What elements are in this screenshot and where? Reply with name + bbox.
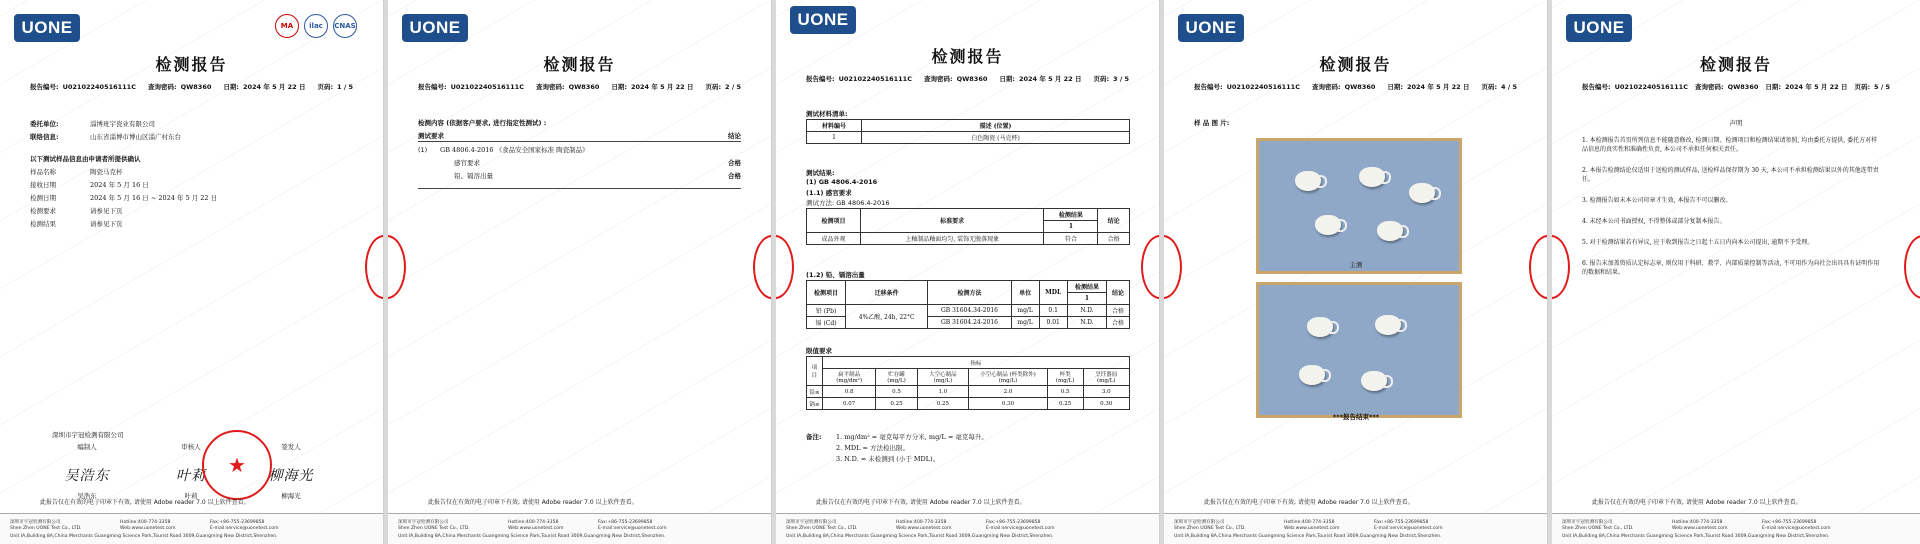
cnas-mark-icon: CNAS — [333, 14, 357, 38]
report-title: 检测报告 — [1699, 55, 1772, 74]
cma-mark-icon: MA — [275, 14, 299, 38]
page-footer: 深圳市宇冠检测有限公司 Shen Zhen UONE Test Co., LTD. Hotline:400-774-3358 Web:www.uonetest.com Fax:+86-755-23699858 E-mail:service@uonetest.com Unit IA,Building 8A,China Merchants Guangming Science Park,Tourist Road 3009,Guangming New District,Shenzhen. — [776, 513, 1159, 544]
report-title: 检测报告 — [931, 47, 1004, 66]
uone-logo: UONE — [1566, 14, 1632, 42]
sample-info-row: 接收日期 2024 年 5 月 16 日 — [30, 181, 149, 189]
test-results-heading: 测试结果: — [806, 169, 835, 177]
page-footer: 深圳市宇冠检测有限公司 Shen Zhen UONE Test Co., LTD. Hotline:400-774-3358 Web:www.uonetest.com Fax:+86-755-23699858 E-mail:service@uonetest.com Unit IA,Building 8A,China Merchants Guangming Science Park,Tourist Road 3009,Guangming New District,Shenzhen. — [1164, 513, 1547, 544]
col-conclusion: 结论 — [728, 132, 741, 140]
divider — [418, 141, 741, 142]
declaration-item: 3. 检测报告如未本公司印章才生效, 本报告不可以删改。 — [1582, 197, 1732, 204]
uone-logo: UONE — [1178, 14, 1244, 42]
report-header-line: 报告编号: U02102240516111C 查询密码: QW8360 日期: 2024 年 5 月 22 日 页码: 3 / 5 — [806, 75, 1129, 83]
seam-seal-icon — [1552, 235, 1570, 299]
sample-info-row: 检测日期 2024 年 5 月 16 日 ~ 2024 年 5 月 22 日 — [30, 194, 218, 202]
lead-cadmium-table: 检测项目 迁移条件 检测方法 单位 MDL 检测结果 结论 1 铅 (Pb) 4%乙酸, 24h, 22°C GB 31604.34-2016 mg/L 0.1 N.D. 合格 镉 (Cd) GB 31604.24-2016 mg/L 0.01 N.D. 合格 — [806, 280, 1130, 329]
report-page-1 — [0, 0, 384, 544]
report-header-line: 报告编号: U02102240516111C 查询密码: QW8360 日期: 2024 年 5 月 22 日 页码: 5 / 5 — [1582, 83, 1890, 91]
seam-seal-icon — [753, 235, 772, 299]
page-footer: 深圳市宇冠检测有限公司 Shen Zhen UONE Test Co., LTD. Hotline:400-774-3358 Web:www.uonetest.com Fax:+86-755-23699858 E-mail:service@uonetest.com Unit IA,Building 8A,China Merchants Guangming Science Park,Tourist Road 3009,Guangming New District,Shenzhen. — [388, 513, 771, 544]
sample-photo-secondary — [1256, 282, 1462, 418]
signature-image: 吴浩东 — [64, 468, 110, 484]
report-header-line: 报告编号: U02102240516111C 查询密码: QW8360 日期: 2024 年 5 月 22 日 页码: 4 / 5 — [1194, 83, 1517, 91]
declaration-item: 2. 本报告检测结论仅适用于送检的测试样品, 送检样品保存期为 30 天, 本公司不承担检测结果以外的其他连带责任。 — [1582, 167, 1879, 183]
footer-note: 此报告仅在有效的电子印章下有效, 请使用 Adobe reader 7.0 以上软件查看。 — [1592, 499, 1802, 506]
report-end-marker: ***报告结束*** — [1332, 413, 1380, 421]
table-row: 铅 (Pb) 4%乙酸, 24h, 22°C GB 31604.34-2016 mg/L 0.1 N.D. 合格 — [807, 305, 1130, 317]
sample-photo-main — [1256, 138, 1462, 274]
divider — [418, 188, 741, 189]
material-table: 材料编号 描述 (位置) 1 白色陶瓷 (马克杯) — [806, 119, 1130, 144]
page-footer: 深圳市宇冠检测有限公司 Shen Zhen UONE Test Co., LTD. Hotline:400-774-3358 Web:www.uonetest.com Fax:+86-755-23699858 E-mail:service@uonetest.com Unit IA,Building 8A,China Merchants Guangming Science Park,Tourist Road 3009,Guangming New District,Shenzhen. — [1552, 513, 1920, 544]
footer-note: 此报告仅在有效的电子印章下有效, 请使用 Adobe reader 7.0 以上软件查看。 — [40, 499, 250, 506]
page-number: 1 / 5 — [337, 83, 353, 91]
seam-seal-icon — [1164, 235, 1182, 299]
report-title: 检测报告 — [1319, 55, 1392, 74]
report-page-5 — [1552, 0, 1920, 544]
sample-info-row: 检测结果 请参见下页 — [30, 220, 123, 228]
report-header-line: 报告编号: U02102240516111C 查询密码: QW8360 日期: 2024 年 5 月 22 日 页码: 1 / 5 — [30, 83, 353, 91]
signature-image: 柳海光 — [268, 468, 314, 484]
declaration-item: 4. 未经本公司书面授权, 不得整体或部分复制本报告。 — [1582, 218, 1726, 225]
seam-seal-icon — [776, 235, 794, 299]
limit-table: 项目 指标 扁平制品 (mg/dm²) 贮存罐 (mg/L) 大空心制品 (mg/L) 小空心制品 (杯类除外) (mg/L) 杯类 (mg/L) 烹饪器皿 (mg/L) 铅≤ 0.8 0.5 1.0 2.0 0.5 3.0 镉≤ 0.07 0.25 0.25 0.30 0.25 0.30 — [806, 356, 1130, 410]
report-header-line: 报告编号: U02102240516111C 查询密码: QW8360 日期: 2024 年 5 月 22 日 页码: 2 / 5 — [418, 83, 741, 91]
lead-cadmium-heading: (1.2) 铅、镉溶出量 — [806, 271, 865, 279]
signer-issuer: 签发人 柳海光 柳海光 — [266, 442, 316, 500]
query-code: QW8360 — [180, 83, 212, 91]
test-item-list — [418, 144, 741, 183]
client-address: 山东省淄博市博山区淄广村东台 — [90, 133, 181, 141]
declaration-item: 6. 报告未加盖资质认定标志章, 则仅用于科研、教学、内部质量控制等活动, 不可用作为向社会出具具有证明作用的数据和结果。 — [1582, 260, 1880, 276]
table-row: 铅≤ 0.8 0.5 1.0 2.0 0.5 3.0 — [807, 386, 1130, 398]
report-title: 检测报告 — [155, 55, 228, 74]
test-method: 测试方法: GB 4806.4-2016 — [806, 199, 890, 207]
footer-note: 此报告仅在有效的电子印章下有效, 请使用 Adobe reader 7.0 以上软件查看。 — [428, 499, 638, 506]
seam-seal-icon — [1904, 235, 1920, 299]
company-seal-icon: ★ — [202, 430, 272, 500]
test-content-heading: 检测内容 (依据客户要求, 进行指定性测试) : — [418, 119, 547, 127]
table-row: 镉 (Cd) GB 31604.24-2016 mg/L 0.01 N.D. 合格 — [807, 317, 1130, 329]
report-title: 检测报告 — [543, 55, 616, 74]
sensory-heading: (1.1) 感官要求 — [806, 189, 852, 197]
table-row: 1 白色陶瓷 (马克杯) — [807, 132, 1130, 144]
table-row: 镉≤ 0.07 0.25 0.25 0.30 0.25 0.30 — [807, 398, 1130, 410]
notes-list: 1. mg/dm² = 毫克每平方分米, mg/L = 毫克每升。 2. MDL = 方法检出限。 3. N.D. = 未检测到 (小于 MDL)。 — [836, 433, 988, 463]
certification-marks — [275, 14, 357, 38]
sample-photos-label: 样 品 图 片: — [1194, 119, 1230, 127]
sample-info-heading: 以下测试样品信息由申请者所提供确认 — [30, 155, 141, 163]
ilac-mark-icon: ilac — [304, 14, 328, 38]
page-footer: 深圳市宇冠检测有限公司 Shen Zhen UONE Test Co., LTD. Hotline:400-774-3358 Web:www.uonetest.com Fax:+86-755-23699858 E-mail:service@uonetest.com Unit IA,Building 8A,China Merchants Guangming Science Park,Tourist Road 3009,Guangming New District,Shenzhen. — [0, 513, 383, 544]
seam-seal-icon — [1141, 235, 1160, 299]
sensory-table: 检测项目 标准要求 检测结果 结论 1 成品外观 上釉制品釉面均匀, 装饰无脱落现象 符合 合格 — [806, 208, 1130, 245]
test-item-row: 铅、镉溶出量 合格 — [454, 172, 741, 180]
seam-seal-icon — [388, 235, 406, 299]
client-block: 委托单位: 淄博班宇瓷业有限公司 联络信息: 山东省淄博市博山区淄广村东台 — [30, 118, 181, 144]
report-date: 2024 年 5 月 22 日 — [242, 83, 306, 91]
test-item-row: (1) GB 4806.4-2016 《食品安全国家标准 陶瓷制品》 — [418, 146, 589, 154]
col-requirement: 测试要求 — [418, 132, 444, 140]
sample-info-row: 检测要求 请参见下页 — [30, 207, 123, 215]
standard-label: (1) GB 4806.4-2016 — [806, 178, 878, 186]
test-item-row: 感官要求 合格 — [454, 159, 741, 167]
sample-info-list — [30, 166, 217, 231]
declaration-item: 1. 本检测报告首页所列信息不能随意修改, 检测日期、检测项目和检测结果请参照, 均由委托方提供, 委托方对样品信息的真实性和准确性负责, 本公司不承担任何相关责任。 — [1582, 137, 1878, 153]
signer-compiler: 编制人 吴浩东 吴浩东 — [62, 442, 112, 500]
signer-reviewer: 审核人 叶莉 叶莉 — [166, 442, 216, 500]
notes-label: 备注: — [806, 433, 822, 441]
report-number: U02102240516111C — [62, 83, 136, 91]
signature-image: 叶莉 — [176, 468, 206, 484]
limit-heading: 限值要求 — [806, 347, 832, 355]
uone-logo: UONE — [790, 6, 856, 34]
report-page-4 — [1164, 0, 1548, 544]
seam-seal-icon — [365, 235, 384, 299]
material-list-heading: 测试材料清单: — [806, 110, 848, 118]
report-page-3 — [776, 0, 1160, 544]
sample-info-row: 样品名称 陶瓷马克杯 — [30, 168, 123, 176]
uone-logo: UONE — [402, 14, 468, 42]
footer-note: 此报告仅在有效的电子印章下有效, 请使用 Adobe reader 7.0 以上软件查看。 — [1204, 499, 1414, 506]
declaration-list — [1582, 136, 1882, 289]
client-name: 淄博班宇瓷业有限公司 — [90, 120, 155, 128]
footer-note: 此报告仅在有效的电子印章下有效, 请使用 Adobe reader 7.0 以上软件查看。 — [816, 499, 1026, 506]
table-row: 成品外观 上釉制品釉面均匀, 装饰无脱落现象 符合 合格 — [807, 233, 1130, 245]
photo-caption: 主测 — [1349, 261, 1363, 269]
declaration-item: 5. 对于检测结果若有异议, 应于收到报告之日起十五日内向本公司提出, 逾期不予受理。 — [1582, 239, 1814, 246]
seam-seal-icon — [1529, 235, 1548, 299]
declaration-heading: 声明 — [1729, 119, 1743, 127]
testing-company-name: 深圳市宇冠检测有限公司 — [52, 431, 124, 439]
uone-logo: UONE — [14, 14, 80, 42]
report-page-2 — [388, 0, 772, 544]
